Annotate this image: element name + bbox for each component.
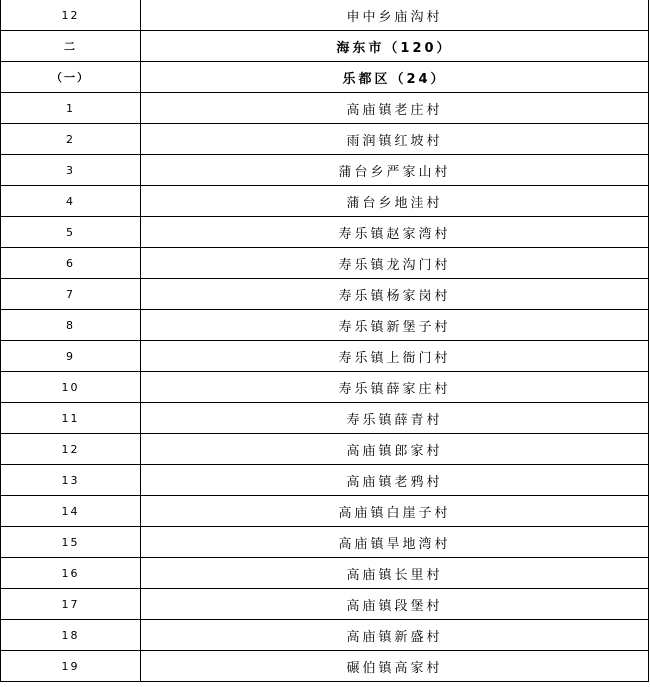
table-row	[1, 62, 649, 93]
village-name-cell: 乐都区（24）	[141, 62, 649, 93]
row-number-cell: 13	[1, 465, 141, 496]
village-name-cell: 高庙镇老鸦村	[141, 465, 649, 496]
table-row	[1, 589, 649, 620]
table-row	[1, 31, 649, 62]
village-name-cell: 高庙镇段堡村	[141, 589, 649, 620]
row-number-cell: 5	[1, 217, 141, 248]
row-number-cell: 15	[1, 527, 141, 558]
village-name-cell: 蒲台乡地洼村	[141, 186, 649, 217]
village-name-cell: 寿乐镇薛家庄村	[141, 372, 649, 403]
table-row	[1, 558, 649, 589]
village-name-cell: 寿乐镇新堡子村	[141, 310, 649, 341]
village-name-cell: 碾伯镇高家村	[141, 651, 649, 682]
table-row	[1, 155, 649, 186]
row-number-cell: 二	[1, 31, 141, 62]
row-number-cell: 11	[1, 403, 141, 434]
row-number-cell: 18	[1, 620, 141, 651]
row-number-cell: 10	[1, 372, 141, 403]
village-name-cell: 高庙镇新盛村	[141, 620, 649, 651]
table-row	[1, 341, 649, 372]
table-row	[1, 0, 649, 31]
row-number-cell: 6	[1, 248, 141, 279]
table-row	[1, 310, 649, 341]
table-row	[1, 434, 649, 465]
row-number-cell: 12	[1, 434, 141, 465]
village-name-cell: 寿乐镇龙沟门村	[141, 248, 649, 279]
table-row	[1, 620, 649, 651]
row-number-cell: 14	[1, 496, 141, 527]
row-number-cell: 9	[1, 341, 141, 372]
village-name-cell: 高庙镇郎家村	[141, 434, 649, 465]
row-number-cell: 16	[1, 558, 141, 589]
row-number-cell: 3	[1, 155, 141, 186]
village-name-cell: 雨润镇红坡村	[141, 124, 649, 155]
row-number-cell: 8	[1, 310, 141, 341]
row-number-cell: （一）	[1, 62, 141, 93]
table-row	[1, 279, 649, 310]
village-name-cell: 申中乡庙沟村	[141, 0, 649, 31]
village-name-cell: 海东市（120）	[141, 31, 649, 62]
row-number-cell: 2	[1, 124, 141, 155]
village-name-cell: 寿乐镇上衙门村	[141, 341, 649, 372]
table-row	[1, 248, 649, 279]
table-row	[1, 651, 649, 682]
table-row	[1, 372, 649, 403]
table-body	[1, 0, 649, 682]
village-name-cell: 高庙镇老庄村	[141, 93, 649, 124]
village-name-cell: 寿乐镇薛青村	[141, 403, 649, 434]
row-number-cell: 17	[1, 589, 141, 620]
village-name-cell: 蒲台乡严家山村	[141, 155, 649, 186]
table-row	[1, 496, 649, 527]
row-number-cell: 1	[1, 93, 141, 124]
row-number-cell: 4	[1, 186, 141, 217]
table-row	[1, 465, 649, 496]
village-name-cell: 寿乐镇杨家岗村	[141, 279, 649, 310]
table-row	[1, 124, 649, 155]
village-name-cell: 高庙镇长里村	[141, 558, 649, 589]
table-row	[1, 186, 649, 217]
table-row	[1, 527, 649, 558]
table-row	[1, 403, 649, 434]
village-name-cell: 寿乐镇赵家湾村	[141, 217, 649, 248]
table-row	[1, 217, 649, 248]
village-name-cell: 高庙镇旱地湾村	[141, 527, 649, 558]
table-row	[1, 93, 649, 124]
row-number-cell: 12	[1, 0, 141, 31]
village-name-cell: 高庙镇白崖子村	[141, 496, 649, 527]
row-number-cell: 19	[1, 651, 141, 682]
row-number-cell: 7	[1, 279, 141, 310]
